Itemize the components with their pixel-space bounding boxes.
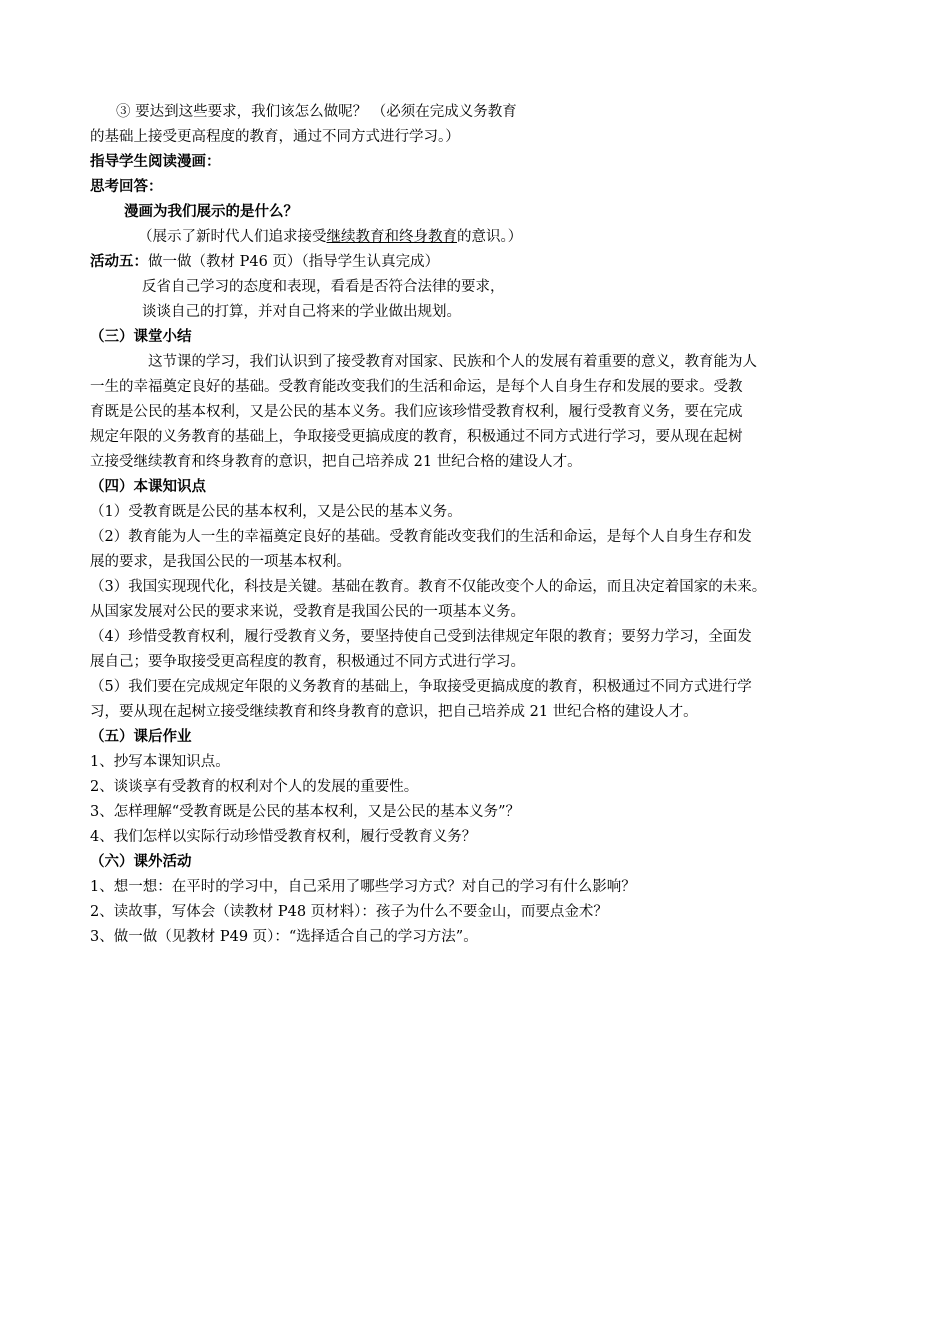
summary-line-1: 这节课的学习，我们认识到了接受教育对国家、民族和个人的发展有着重要的意义，教育能为人 (148, 354, 757, 370)
comic-answer-part3: 的意识。） (457, 229, 523, 245)
activity-item-2: 2、读故事，写体会（读教材 P48 页材料）：孩子为什么不要金山，而要点金术？ (90, 904, 608, 920)
section-6-heading: （六）课外活动 (90, 854, 192, 870)
summary-line-2: 一生的幸福奠定良好的基础。受教育能改变我们的生活和命运，是每个人自身生存和发展的要求。受教 (90, 379, 743, 395)
comic-answer-part1: （展示了新时代人们追求接受 (138, 229, 327, 245)
summary-line-5: 立接受继续教育和终身教育的意识，把自己培养成 21 世纪合格的建设人才。 (90, 454, 582, 470)
homework-2: 2、谈谈享有受教育的权利对个人的发展的重要性。 (90, 779, 419, 795)
knowledge-3-line-2: 从国家发展对公民的要求来说，受教育是我国公民的一项基本义务。 (90, 604, 525, 620)
activity-5 (90, 252, 880, 272)
answer-continuation: 的基础上接受更高程度的教育，通过不同方式进行学习。） (90, 129, 460, 145)
knowledge-5-line-2: 习，要从现在起树立接受继续教育和终身教育的意识，把自己培养成 21 世纪合格的建设人才。 (90, 704, 698, 720)
knowledge-2-line-1: （2）教育能为人一生的幸福奠定良好的基础。受教育能改变我们的生活和命运，是每个人自身生存和发 (90, 529, 752, 545)
summary-line-4: 规定年限的义务教育的基础上，争取接受更搞成度的教育，积极通过不同方式进行学习，要从现在起树 (90, 429, 743, 445)
knowledge-4-line-1: （4）珍惜受教育权利，履行受教育义务，要坚持使自己受到法律规定年限的教育；要努力学习，全面发 (90, 629, 752, 645)
section-4-heading: （四）本课知识点 (90, 479, 206, 495)
activity-5-item-1: 反省自己学习的态度和表现，看看是否符合法律的要求， (142, 279, 505, 295)
activity-5-label: 活动五： (90, 254, 148, 270)
comic-answer-underlined: 继续教育和终身教育 (326, 229, 457, 245)
homework-1: 1、抄写本课知识点。 (90, 754, 230, 770)
activity-item-1: 1、想一想：在平时的学习中，自己采用了哪些学习方式？对自己的学习有什么影响？ (90, 879, 636, 895)
comic-answer (138, 227, 928, 247)
activity-5-text: 做一做（教材 P46 页）（指导学生认真完成） (148, 254, 440, 270)
knowledge-1: （1）受教育既是公民的基本权利，又是公民的基本义务。 (90, 504, 462, 520)
guide-heading: 指导学生阅读漫画： (90, 154, 221, 170)
section-3-heading: （三）课堂小结 (90, 329, 192, 345)
summary-line-3: 育既是公民的基本权利，又是公民的基本义务。我们应该珍惜受教育权利，履行受教育义务，要在完成 (90, 404, 743, 420)
activity-item-3: 3、做一做（见教材 P49 页）：“选择适合自己的学习方法”。 (90, 929, 478, 945)
homework-3: 3、怎样理解“受教育既是公民的基本权利，又是公民的基本义务”？ (90, 804, 521, 820)
knowledge-3-line-1: （3）我国实现现代化，科技是关键。基础在教育。教育不仅能改变个人的命运，而且决定着国家的未来。 (90, 579, 767, 595)
section-5-heading: （五）课后作业 (90, 729, 192, 745)
knowledge-5-line-1: （5）我们要在完成规定年限的义务教育的基础上，争取接受更搞成度的教育，积极通过不同方式进行学 (90, 679, 752, 695)
activity-5-item-2: 谈谈自己的打算，并对自己将来的学业做出规划。 (142, 304, 461, 320)
knowledge-2-line-2: 展的要求，是我国公民的一项基本权利。 (90, 554, 351, 570)
think-answer-heading: 思考回答： (90, 179, 163, 195)
question-3: ③ 要达到这些要求，我们该怎么做呢？ （必须在完成义务教育 (116, 104, 517, 120)
knowledge-4-line-2: 展自己；要争取接受更高程度的教育，积极通过不同方式进行学习。 (90, 654, 525, 670)
comic-question: 漫画为我们展示的是什么？ (124, 204, 298, 220)
homework-4: 4、我们怎样以实际行动珍惜受教育权利，履行受教育义务？ (90, 829, 477, 845)
